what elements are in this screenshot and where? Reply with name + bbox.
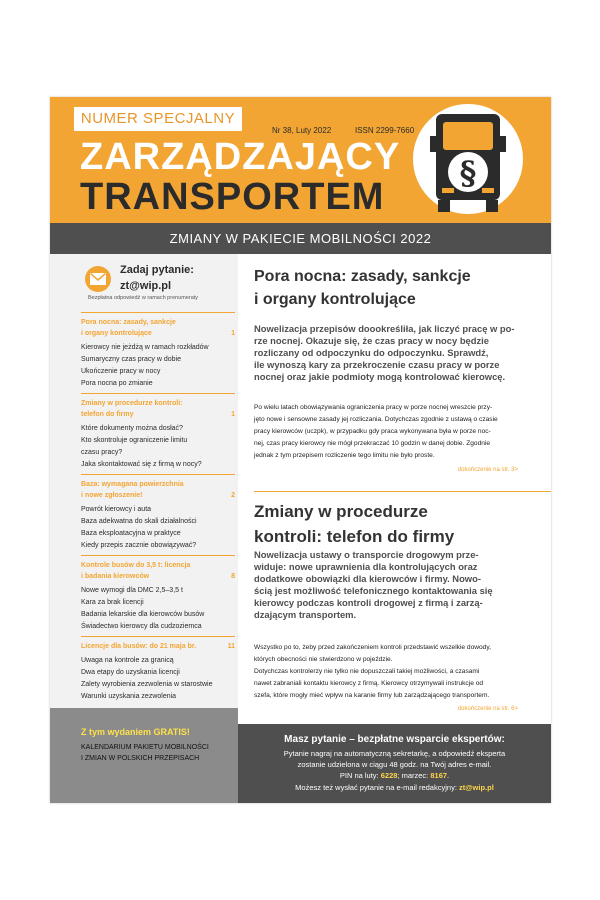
toc-item: Nowe wymogi dla DMC 2,5–3,5 t: [81, 587, 183, 594]
expert-support-box: [238, 724, 551, 803]
toc-section: [81, 398, 235, 471]
ask-email-link[interactable]: zt@wip.pl: [120, 280, 172, 292]
toc-page-number: 1: [231, 411, 235, 418]
article-divider: [254, 491, 551, 492]
cover-page: [50, 97, 551, 803]
special-issue-label: NUMER SPECJALNY: [80, 110, 236, 127]
expert-heading: Masz pytanie – bezpłatne wsparcie ekspertów:: [284, 734, 505, 745]
article-title: kontroli: telefon do firmy: [254, 527, 455, 546]
toc-page-number: 2: [231, 492, 235, 499]
body-line: Wszystko po to, żeby przed zakończeniem kontroli przedstawić wszelkie dowody,: [254, 644, 491, 651]
toc-heading-line: i badania kierowców: [81, 573, 150, 580]
toc-item: Pora nocna po zmianie: [81, 380, 153, 387]
article-title: i organy kontrolujące: [254, 291, 416, 308]
toc-separator: [81, 636, 235, 637]
subtitle-text: ZMIANY W PAKIECIE MOBILNOŚCI 2022: [169, 231, 432, 246]
body-line: Po wielu latach obowiązywania ograniczenia pracy w porze nocnej wreszcie przy-: [254, 404, 493, 411]
lead-line: ile wynoszą kary za przekroczenie czasu pracy w porze: [254, 359, 500, 370]
toc-item: Kara za brak licencji: [81, 599, 144, 606]
toc-section: [81, 479, 235, 552]
toc-page-number: 1: [231, 330, 235, 337]
toc-heading-line: Zmiany w procedurze kontroli:: [81, 400, 183, 407]
ask-title: Zadaj pytanie:: [120, 264, 194, 276]
body-line: szefa, które mogły mieć wpływ na karanie firmy lub zarządzającego transportem.: [254, 692, 490, 699]
title-line-1: ZARZĄDZAJĄCY: [80, 136, 401, 178]
sidebar: [50, 254, 238, 708]
article-body: [254, 402, 544, 462]
lead-line: rze nocnej. Okazuje się, że czas pracy w nocy będzie: [254, 335, 489, 346]
paragraph-symbol: §: [459, 154, 477, 192]
pin-end: .: [447, 771, 450, 780]
article-title: Zmiany w procedurze: [254, 502, 428, 521]
bonus-line: I ZMIAN W POLSKICH PRZEPISACH: [81, 755, 200, 762]
toc-item: Baza eksploatacyjna w praktyce: [81, 530, 181, 537]
toc-item: Kto skontroluje ograniczenie limitu: [81, 437, 188, 444]
toc-item: Badania lekarskie dla kierowców busów: [81, 611, 205, 618]
lead-line: kierowcy podczas kontroli drogowej z firmą i zarzą-: [254, 597, 483, 608]
toc-item: Jaka skontaktować się z firmą w nocy?: [81, 461, 202, 468]
toc-separator: [81, 474, 235, 475]
toc-heading-line: i nowe zgłoszenie!: [81, 492, 143, 499]
title-line-2: TRANSPORTEM: [80, 176, 385, 218]
article-body: [254, 642, 544, 702]
toc-item: Baza adekwatna do skali działalności: [81, 518, 197, 525]
bonus-line: KALENDARIUM PAKIETU MOBILNOŚCI: [81, 744, 209, 751]
lead-line: Nowelizacja przepisów doookreśliła, jak liczyć pracę w po-: [254, 323, 515, 334]
toc-item: Które dokumenty można dosłać?: [81, 425, 183, 432]
editorial-email-link[interactable]: zt@wip.pl: [459, 783, 494, 792]
toc-item: Kiedy przepis zacznie obowiązywać?: [81, 542, 197, 549]
toc-heading-line: telefon do firmy: [81, 411, 134, 418]
toc-page-number: 11: [227, 643, 235, 650]
toc-section: [81, 641, 235, 703]
pin-march: 8167: [430, 771, 448, 780]
special-issue-box: [74, 107, 242, 131]
toc-item: Kierowcy nie jeżdżą w ramach rozkładów: [81, 344, 209, 351]
subtitle-band: [50, 223, 551, 254]
toc-item: Powrót kierowcy i auta: [81, 506, 152, 513]
continued-link[interactable]: dokończenie na str. 3>: [457, 467, 518, 473]
lead-line: widuje: nowe uprawnienia dla kontrolujących oraz: [254, 561, 478, 572]
expert-line: Pytanie nagraj na automatyczną sekretarkę, a odpowiedź eksperta: [283, 749, 506, 758]
lead-line: dzającym transportem.: [254, 609, 357, 620]
body-line: nej, czas pracy kierowcy nie mógł przekraczać 10 godzin w danej dobie. Zgodnie: [254, 440, 491, 447]
toc-heading-line: Licencje dla busów: do 21 maja br.: [81, 643, 197, 650]
toc-separator: [81, 393, 235, 394]
pin-line: [238, 771, 551, 780]
body-line: nawet zabraniali kontaktu kierowcy z firmą. Kierowcy otrzymywali instrukcje od: [254, 680, 484, 687]
toc-heading-line: i organy kontrolujące: [81, 330, 152, 337]
pin-february: 6228: [380, 771, 398, 780]
toc-page-number: 8: [231, 573, 235, 580]
article-lead: [254, 549, 544, 621]
toc-item: Zalety wyrobienia zezwolenia w starostwie: [81, 681, 213, 688]
article-title: Pora nocna: zasady, sankcje: [254, 268, 471, 285]
toc-section: [81, 560, 235, 633]
lead-line: Nowelizacja ustawy o transporcie drogowym prze-: [254, 549, 479, 560]
toc-item: Uwaga na kontrole za granicą: [81, 657, 174, 664]
ask-note: Bezpłatna odpowiedź w ramach prenumeraty: [88, 295, 199, 301]
toc-separator: [81, 312, 235, 313]
toc-heading[interactable]: [81, 317, 235, 339]
toc-item: Warunki uzyskania zezwolenia: [81, 693, 177, 700]
lead-line: nocnej oraz jakie podmioty mogą kontrolować kierowcę.: [254, 371, 506, 382]
toc-heading-line: Kontrole busów do 3,5 t: licencja: [81, 562, 191, 569]
bonus-heading: Z tym wydaniem GRATIS!: [81, 727, 190, 737]
article-lead: [254, 323, 544, 383]
body-line: pracy kierowców (uczpk), w przypadku gdy praca wykonywana była w porze noc-: [254, 428, 491, 435]
bonus-box: [50, 708, 238, 803]
lead-line: dodatkowe obowiązki dla kierowców i firmy. Nowo-: [254, 573, 481, 584]
toc-heading-line: Baza: wymagana powierzchnia: [81, 481, 184, 488]
continued-link[interactable]: dokończenie na str. 6>: [457, 706, 518, 712]
lead-line: rozliczany od odpoczynku do odpoczynku. Sprawdź,: [254, 347, 489, 358]
toc-separator: [81, 555, 235, 556]
toc-heading[interactable]: [81, 641, 235, 652]
body-line: jęto nowe i sensowne zasady jej rozliczania. Dotychczas zgodnie z ustawą o czasie: [254, 416, 498, 423]
toc-heading-line: Pora nocna: zasady, sankcje: [81, 319, 176, 326]
toc-item: czasu pracy?: [81, 449, 123, 456]
email-line: [238, 783, 551, 792]
toc-item: Sumaryczny czas pracy w dobie: [81, 356, 181, 363]
body-line: Dotychczas kontrolerzy nie tylko nie dopuszczali takiej możliwości, a czasami: [254, 668, 480, 675]
toc-heading[interactable]: [81, 560, 235, 582]
pin-label: PIN na luty:: [339, 771, 379, 780]
envelope-icon: [85, 266, 111, 292]
toc-heading[interactable]: [81, 398, 235, 420]
toc-item: Świadectwo kierowcy dla cudzoziemca: [81, 623, 202, 630]
pin-separator: ; marzec:: [397, 771, 429, 780]
masthead: [50, 97, 551, 223]
toc-heading[interactable]: [81, 479, 235, 501]
expert-line: zostanie udzielona w ciągu 48 godz. na Twój adres e-mail.: [297, 760, 492, 769]
toc-item: Dwa etapy do uzyskania licencji: [81, 669, 180, 676]
toc-item: Ukończenie pracy w nocy: [81, 368, 161, 375]
toc-section: [81, 317, 235, 390]
body-line: jednak z tym przepisem rozliczenie tego limitu nie było proste.: [254, 452, 435, 459]
email-label: Możesz też wysłać pytanie na e-mail redakcyjny:: [295, 783, 457, 792]
body-line: których obecności nie stwierdzono w pojeździe.: [254, 656, 393, 663]
issue-number: Nr 38, Luty 2022: [272, 126, 332, 135]
lead-line: ścią jest możliwość telefonicznego kontaktowania się: [254, 585, 493, 596]
issn: ISSN 2299-7660: [355, 126, 415, 135]
truck-icon: [412, 102, 524, 216]
